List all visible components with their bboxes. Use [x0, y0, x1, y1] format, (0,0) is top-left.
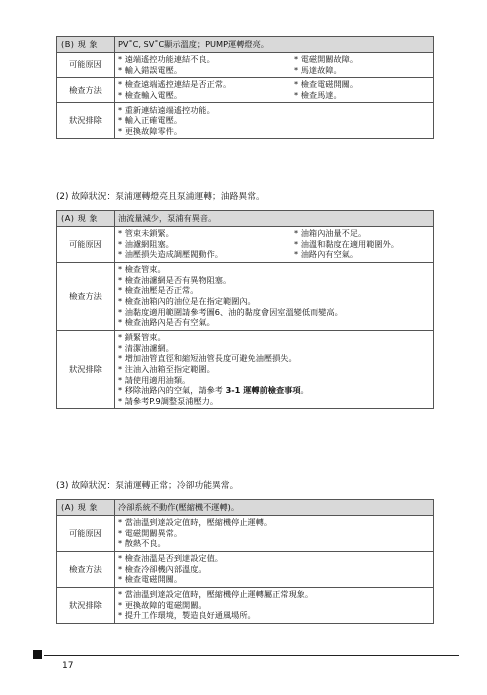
cause-row [57, 515, 434, 551]
list-item: * 檢查油箱內的油位是在指定範圍內。 [118, 296, 256, 307]
cause-cell [115, 515, 434, 551]
list-item [118, 385, 430, 396]
list-item: * 檢查油壓是否正常。 [118, 285, 199, 296]
cause-label: 可能原因 [57, 52, 115, 77]
list-item: * 輸入錯誤電壓。 [118, 64, 183, 75]
check-label: 檢查方法 [57, 77, 115, 102]
check-row [57, 551, 434, 587]
phenomenon-row [57, 500, 434, 516]
page-number: 17 [62, 661, 74, 671]
list-item: * 清潔油濾網。 [118, 342, 174, 353]
cause-cell [115, 52, 434, 77]
corner-mark [33, 650, 42, 659]
list-item: * 馬達故障。 [294, 64, 342, 75]
reference-section: 3-1 運轉前檢查事項 [225, 385, 301, 396]
list-item: * 當油溫到達設定值時，壓縮機停止運轉。 [118, 517, 273, 528]
check-row [57, 77, 434, 102]
table-b [56, 36, 434, 139]
phenomenon-label: (A) 現 象 [57, 500, 115, 516]
footer-divider [44, 655, 459, 656]
list-item: * 檢查油路內是否有空氣。 [118, 317, 215, 328]
list-item: * 油箱內油量不足。 [294, 228, 367, 239]
check-row [57, 262, 434, 330]
section-3-title: (3) 故障狀況：泵浦運轉正常；冷卻功能異常。 [56, 481, 239, 491]
list-item: * 油路內有空氣。 [294, 249, 359, 260]
list-item: * 電磁開關異常。 [118, 527, 183, 538]
list-item: * 油濾網阻塞。 [118, 238, 174, 249]
list-item: * 更換故障的電磁開關。 [118, 599, 207, 610]
check-cell [115, 77, 434, 102]
list-item: * 增加油管直徑和縮短油管長度可避免油壓損失。 [118, 353, 297, 364]
list-item: * 檢查油濾網是否有異物阻塞。 [118, 274, 232, 285]
phenomenon-row [57, 211, 434, 227]
section-2-title: (2) 故障狀況：泵浦運轉燈亮且泵浦運轉；油路異常。 [56, 192, 265, 202]
list-item: * 輸入正確電壓。 [118, 115, 183, 126]
list-item: * 檢查管束。 [118, 264, 166, 275]
fix-cell [115, 103, 434, 139]
table-3 [56, 499, 434, 624]
list-item: * 檢查電磁開關。 [118, 574, 183, 585]
list-item: * 請使用適用油類。 [118, 374, 191, 385]
list-item: * 檢查馬達。 [294, 90, 342, 101]
list-item: * 油溫和黏度在適用範圍外。 [294, 238, 399, 249]
list-item: * 檢查輸入電壓。 [118, 90, 183, 101]
phenomenon-text: PV˚C, SV˚C顯示溫度；PUMP運轉燈亮。 [115, 37, 434, 53]
list-item: * 更換故障零件。 [118, 126, 183, 137]
check-label: 檢查方法 [57, 262, 115, 330]
fix-air-text: * 移除油路內的空氣，請參考 [118, 385, 226, 396]
fix-air-end: 。 [300, 385, 309, 396]
list-item: * 當油溫到達設定值時，壓縮機停止運轉屬正常現象。 [118, 589, 314, 600]
list-item: * 檢查油溫是否到達設定值。 [118, 553, 223, 564]
check-label: 檢查方法 [57, 551, 115, 587]
fix-row [57, 330, 434, 409]
phenomenon-label: (B) 現 象 [57, 37, 115, 53]
cause-row [57, 52, 434, 77]
list-item: * 注油入油箱至指定範圍。 [118, 364, 215, 375]
list-item: * 提升工作環境，製造良好通風場所。 [118, 610, 256, 621]
phenomenon-text: 冷卻系統不動作(壓縮機不運轉)。 [115, 500, 434, 516]
list-item: * 重新連結遠端遙控功能。 [118, 104, 215, 115]
list-item: * 管束未鎖緊。 [118, 228, 174, 239]
cause-label: 可能原因 [57, 226, 115, 262]
phenomenon-text: 油流量減少，泵浦有異音。 [115, 211, 434, 227]
cause-label: 可能原因 [57, 515, 115, 551]
phenomenon-label: (A) 現 象 [57, 211, 115, 227]
cause-cell [115, 226, 434, 262]
fix-row [57, 587, 434, 623]
fix-label: 狀況排除 [57, 103, 115, 139]
list-item: * 散熱不良。 [118, 538, 166, 549]
list-item: * 遠端遙控功能連結不良。 [118, 54, 215, 65]
check-cell [115, 262, 434, 330]
list-item: * 電磁開關故障。 [294, 54, 359, 65]
fix-cell [115, 587, 434, 623]
table-2 [56, 210, 434, 409]
fix-label: 狀況排除 [57, 587, 115, 623]
fix-row [57, 103, 434, 139]
fix-label: 狀況排除 [57, 330, 115, 409]
list-item: * 油壓損失造成調壓閥動作。 [118, 249, 223, 260]
list-item: * 檢查遠端遙控連結是否正常。 [118, 79, 232, 90]
list-item: * 油黏度適用範圍請參考圖6、油的黏度會因室溫變低而變高。 [118, 306, 343, 317]
fix-cell [115, 330, 434, 409]
list-item: * 檢查電磁開關。 [294, 79, 359, 90]
list-item: * 檢查冷卻機內部溫度。 [118, 563, 207, 574]
check-cell [115, 551, 434, 587]
list-item: * 鎖緊管束。 [118, 332, 166, 343]
phenomenon-row [57, 37, 434, 53]
cause-row [57, 226, 434, 262]
list-item: * 請參考P.9調整泵浦壓力。 [118, 396, 219, 406]
